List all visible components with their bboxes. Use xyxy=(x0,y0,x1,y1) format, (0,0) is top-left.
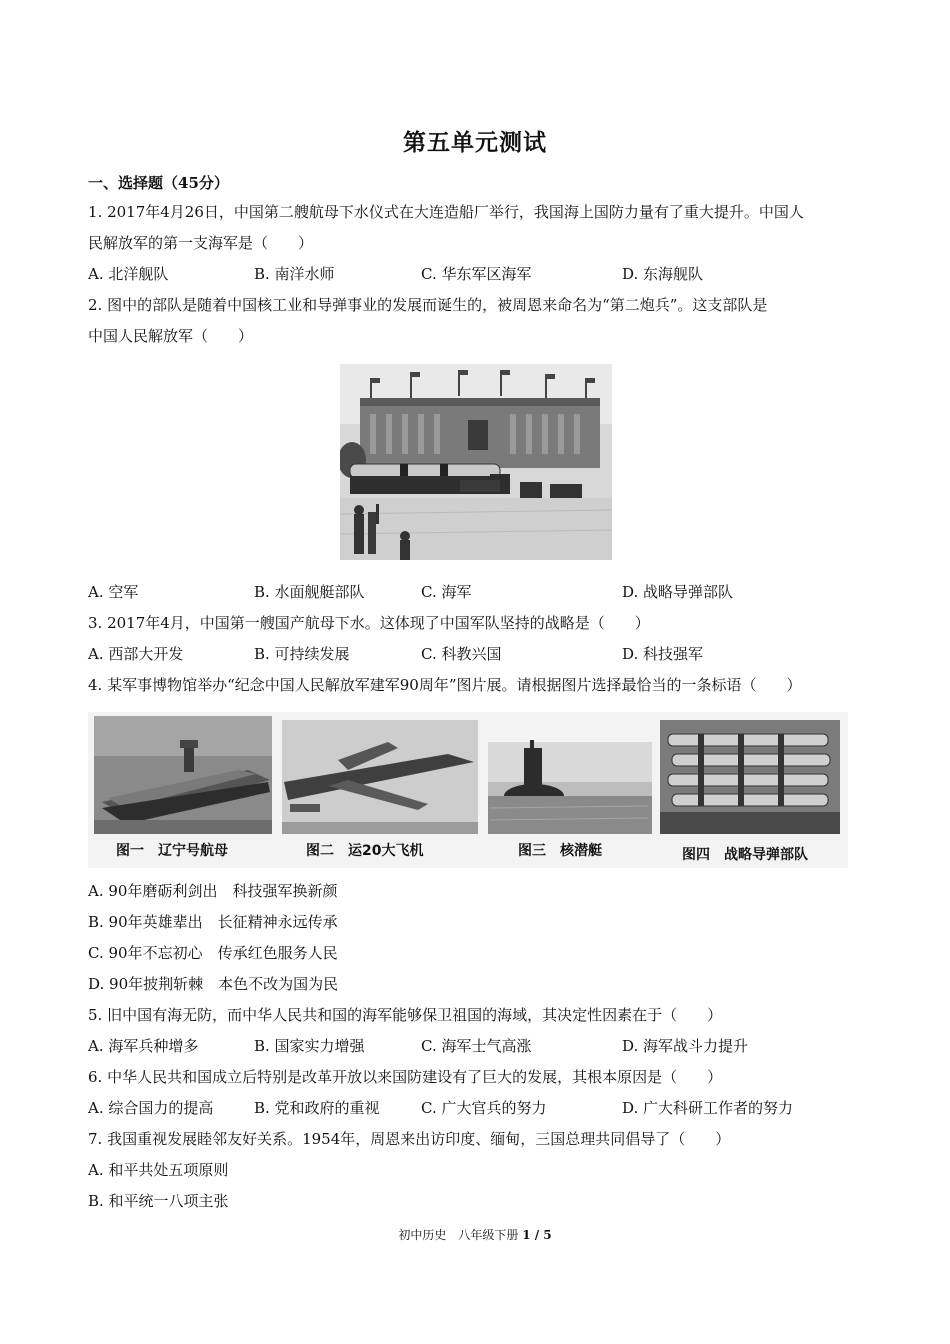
q5-option-b: B. 国家实力增强 xyxy=(254,1037,365,1055)
q2-option-b: B. 水面舰艇部队 xyxy=(254,583,365,601)
page-number: 1 / 5 xyxy=(522,1228,552,1242)
military-photo-strip xyxy=(88,712,848,868)
question-2-line-1: 2. 图中的部队是随着中国核工业和导弹事业的发展而诞生的，被周恩来命名为“第二炮兵”。这支部队是 xyxy=(88,296,768,314)
caption-4: 图四 战略导弹部队 xyxy=(682,847,808,863)
q4-option-b: B. 90年英雄辈出 长征精神永远传承 xyxy=(88,913,338,931)
caption-3: 图三 核潜艇 xyxy=(518,843,602,859)
q1-option-b: B. 南洋水师 xyxy=(254,265,335,283)
q1-option-c: C. 华东军区海军 xyxy=(421,265,532,283)
q2-option-c: C. 海军 xyxy=(421,583,472,601)
q5-option-a: A. 海军兵种增多 xyxy=(88,1037,199,1055)
question-2-line-2: 中国人民解放军（ ） xyxy=(88,327,254,345)
question-1-line-1: 1. 2017年4月26日，中国第二艘航母下水仪式在大连造船厂举行，我国海上国防力量有了重大提升。中国人 xyxy=(88,203,804,221)
missile-parade-photo xyxy=(340,364,612,560)
q3-option-d: D. 科技强军 xyxy=(622,645,704,663)
question-7-line-1: 7. 我国重视发展睦邻友好关系。1954年，周恩来出访印度、缅甸，三国总理共同倡导了（ ） xyxy=(88,1130,731,1148)
section-heading: 一、选择题（45分） xyxy=(88,174,229,192)
q6-option-d: D. 广大科研工作者的努力 xyxy=(622,1099,794,1117)
caption-1: 图一 辽宁号航母 xyxy=(116,843,228,859)
question-3-line-1: 3. 2017年4月，中国第一艘国产航母下水。这体现了中国军队坚持的战略是（ ） xyxy=(88,614,650,632)
caption-2: 图二 运20大飞机 xyxy=(306,843,424,859)
q6-option-c: C. 广大官兵的努力 xyxy=(421,1099,547,1117)
q5-option-d: D. 海军战斗力提升 xyxy=(622,1037,749,1055)
q4-option-d: D. 90年披荆斩棘 本色不改为国为民 xyxy=(88,975,339,993)
page-footer xyxy=(0,1226,950,1243)
q7-option-a: A. 和平共处五项原则 xyxy=(88,1161,229,1179)
carrier-photo xyxy=(94,716,272,834)
q3-option-a: A. 西部大开发 xyxy=(88,645,184,663)
q1-option-a: A. 北洋舰队 xyxy=(88,265,169,283)
submarine-photo xyxy=(488,740,652,834)
q3-option-b: B. 可持续发展 xyxy=(254,645,350,663)
q3-option-c: C. 科教兴国 xyxy=(421,645,502,663)
transport-plane-photo xyxy=(282,720,478,834)
q6-option-b: B. 党和政府的重视 xyxy=(254,1099,380,1117)
footer-text: 初中历史 八年级下册 xyxy=(398,1228,523,1242)
question-1-line-2: 民解放军的第一支海军是（ ） xyxy=(88,234,314,252)
q2-option-a: A. 空军 xyxy=(88,583,139,601)
q2-option-d: D. 战略导弹部队 xyxy=(622,583,734,601)
q5-option-c: C. 海军士气高涨 xyxy=(421,1037,532,1055)
q6-option-a: A. 综合国力的提高 xyxy=(88,1099,214,1117)
missile-force-photo xyxy=(660,720,840,834)
question-5-line-1: 5. 旧中国有海无防，而中华人民共和国的海军能够保卫祖国的海域，其决定性因素在于（ ） xyxy=(88,1006,723,1024)
q1-option-d: D. 东海舰队 xyxy=(622,265,704,283)
question-6-line-1: 6. 中华人民共和国成立后特别是改革开放以来国防建设有了巨大的发展，其根本原因是（ ） xyxy=(88,1068,723,1086)
page-title: 第五单元测试 xyxy=(403,129,547,156)
q4-option-c: C. 90年不忘初心 传承红色服务人民 xyxy=(88,944,338,962)
question-4-line-1: 4. 某军事博物馆举办“纪念中国人民解放军建军90周年”图片展。请根据图片选择最恰当的一条标语（ ） xyxy=(88,676,802,694)
q7-option-b: B. 和平统一八项主张 xyxy=(88,1192,229,1210)
q4-option-a: A. 90年磨砺利剑出 科技强军换新颜 xyxy=(88,882,338,900)
